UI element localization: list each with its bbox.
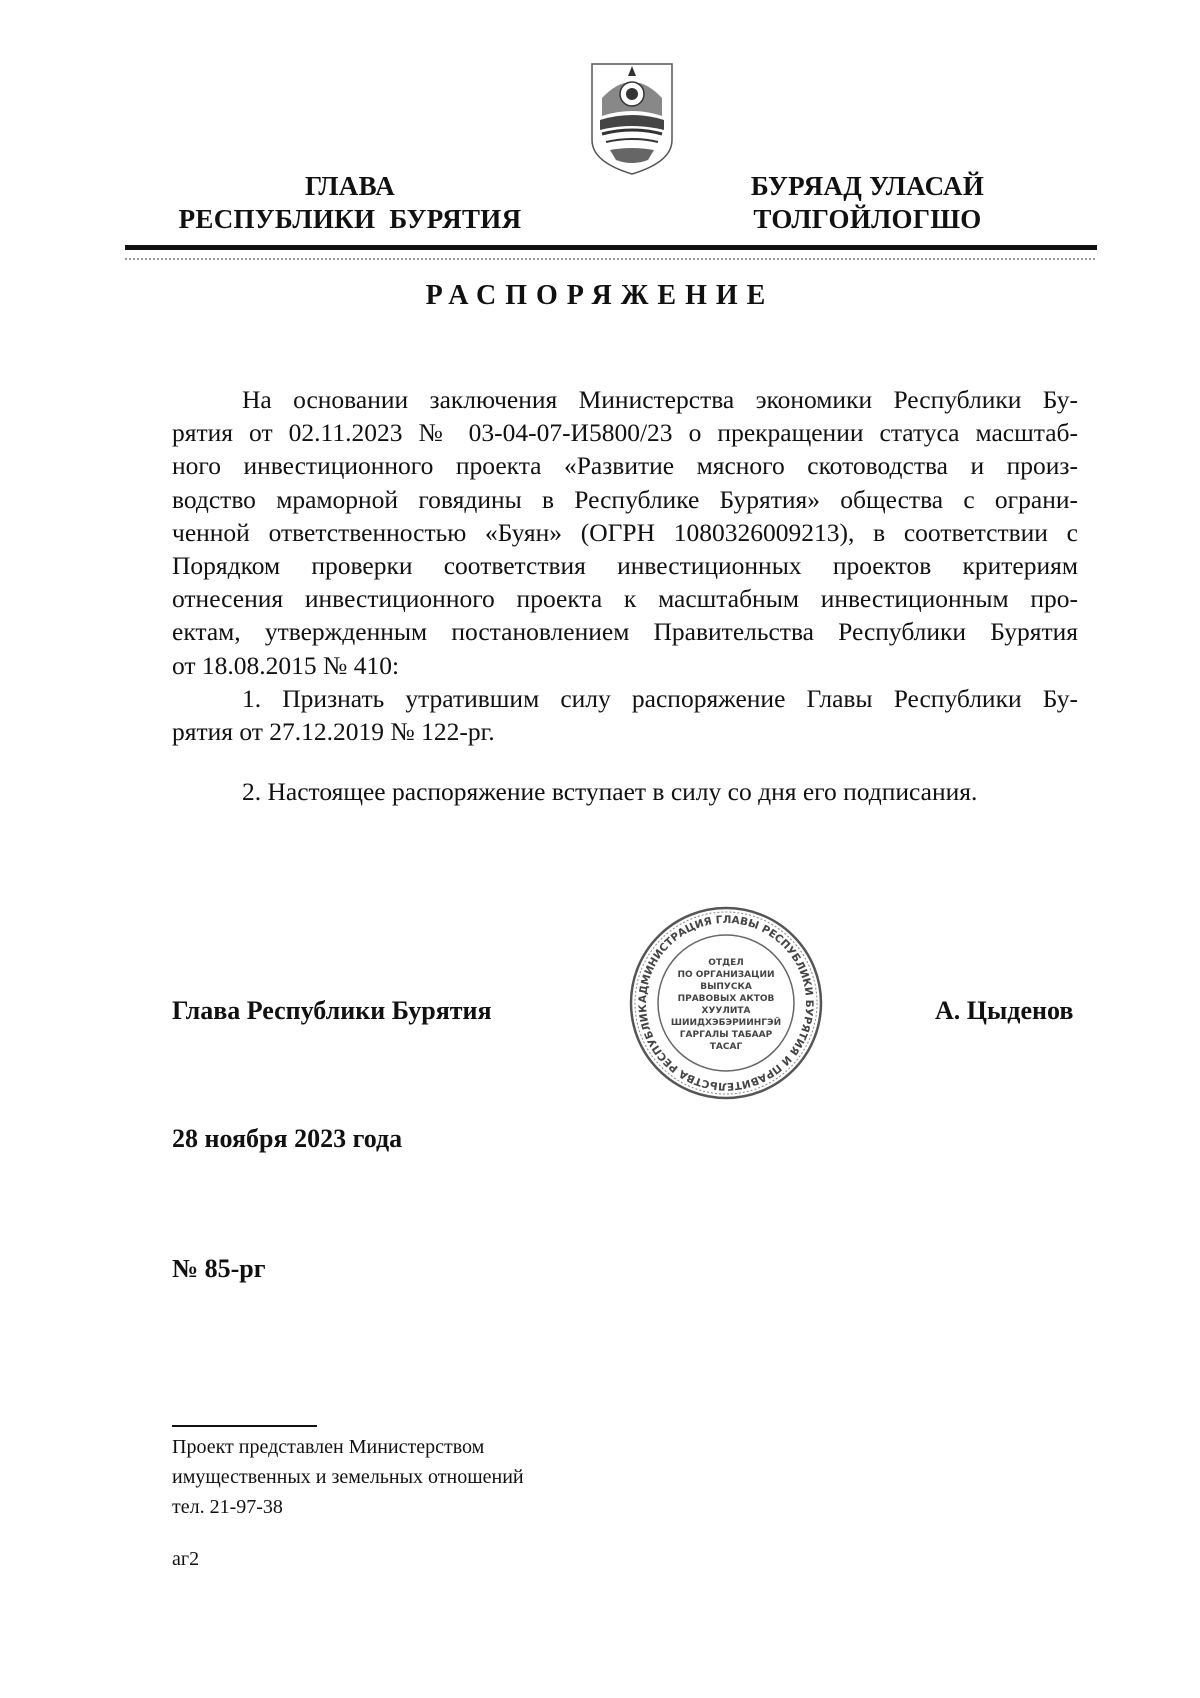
seal-inner-line: ГАРГАЛЫ ТАБААР	[679, 1030, 773, 1040]
text-line: рятия от 02.11.2023 № 03-04-07-И5800/23 о прекращении статуса масштаб-	[172, 418, 1078, 448]
seal-inner-line: ТАСАГ	[709, 1042, 743, 1052]
signatory-name: А. Цыденов	[935, 996, 1074, 1025]
document-number: № 85-рг	[172, 1254, 266, 1283]
footnote-divider	[172, 1425, 317, 1427]
text-line: ченной ответственностью «Буян» (ОГРН 1080326009213), в соответствии с	[172, 517, 1078, 547]
coat-of-arms-icon	[588, 58, 676, 176]
document-title: РАСПОРЯЖЕНИЕ	[425, 280, 775, 311]
header-divider-dotted	[125, 258, 1097, 260]
footnote-line: имущественных и земельных отношений	[172, 1466, 524, 1488]
text-line: 1. Признать утратившим силу распоряжение Главы Республики Бу-	[242, 684, 1078, 713]
text-line: отнесения инвестиционного проекта к масштабным инвестиционным про-	[172, 584, 1078, 614]
text-line: ектам, утвержденным постановлением Правительства Республики Бурятия	[172, 617, 1078, 647]
seal-outer-text: АДМИНИСТРАЦИЯ ГЛАВЫ РЕСПУБЛИКИ БУРЯТИЯ И ПРАВИТЕЛЬСТВА РЕСПУБЛИК	[636, 913, 816, 1093]
text-line: 2. Настоящее распоряжение вступает в силу со дня его подписания.	[242, 777, 978, 806]
text-line: ного инвестиционного проекта «Развитие мясного скотоводства и произ-	[172, 451, 1078, 481]
seal-inner-line: ПРАВОВЫХ АКТОВ	[677, 994, 775, 1004]
executor-code: аг2	[172, 1548, 200, 1570]
footnote-line: тел. 21-97-38	[172, 1496, 283, 1518]
issuer-line-2: РЕСПУБЛИКИ БУРЯТИЯ	[178, 204, 522, 234]
text-line: от 18.08.2015 № 410:	[172, 650, 400, 680]
seal-inner-line: ВЫПУСКА	[700, 982, 752, 992]
item-1-paragraph	[172, 682, 1078, 748]
footnote	[172, 1432, 524, 1522]
footnote-line: Проект представлен Министерством	[172, 1436, 485, 1458]
official-seal-icon	[628, 905, 824, 1101]
signatory-role: Глава Республики Бурятия	[172, 996, 492, 1025]
issuer-buryat-line-2: ТОЛГОЙЛОГШО	[753, 204, 982, 234]
text-line: Порядком проверки соответствия инвестиционных проектов критериям	[172, 551, 1078, 581]
seal-inner-line: ШИИДХЭБЭРИИНГЭЙ	[670, 1018, 782, 1028]
issuer-line-1: ГЛАВА	[304, 171, 396, 201]
text-line: На основании заключения Министерства экономики Республики Бу-	[242, 385, 1078, 414]
text-line: водство мраморной говядины в Республике Бурятия» общества с ограни-	[172, 484, 1078, 514]
header-divider	[125, 245, 1097, 250]
item-2-paragraph	[172, 775, 1078, 808]
issuer-buryat-line-1: БУРЯАД УЛАСАЙ	[750, 171, 985, 201]
issuer-title-russian	[150, 170, 550, 236]
seal-inner-line: ОТДЕЛ	[708, 958, 744, 968]
seal-inner-line: ХУУЛИТА	[701, 1006, 751, 1016]
seal-inner-line: ПО ОРГАНИЗАЦИИ	[677, 970, 775, 980]
issuer-title-buryat	[715, 170, 1020, 236]
document-date: 28 ноября 2023 года	[172, 1124, 403, 1153]
text-line: рятия от 27.12.2019 № 122-рг.	[172, 717, 495, 747]
preamble-paragraph	[172, 383, 1078, 682]
